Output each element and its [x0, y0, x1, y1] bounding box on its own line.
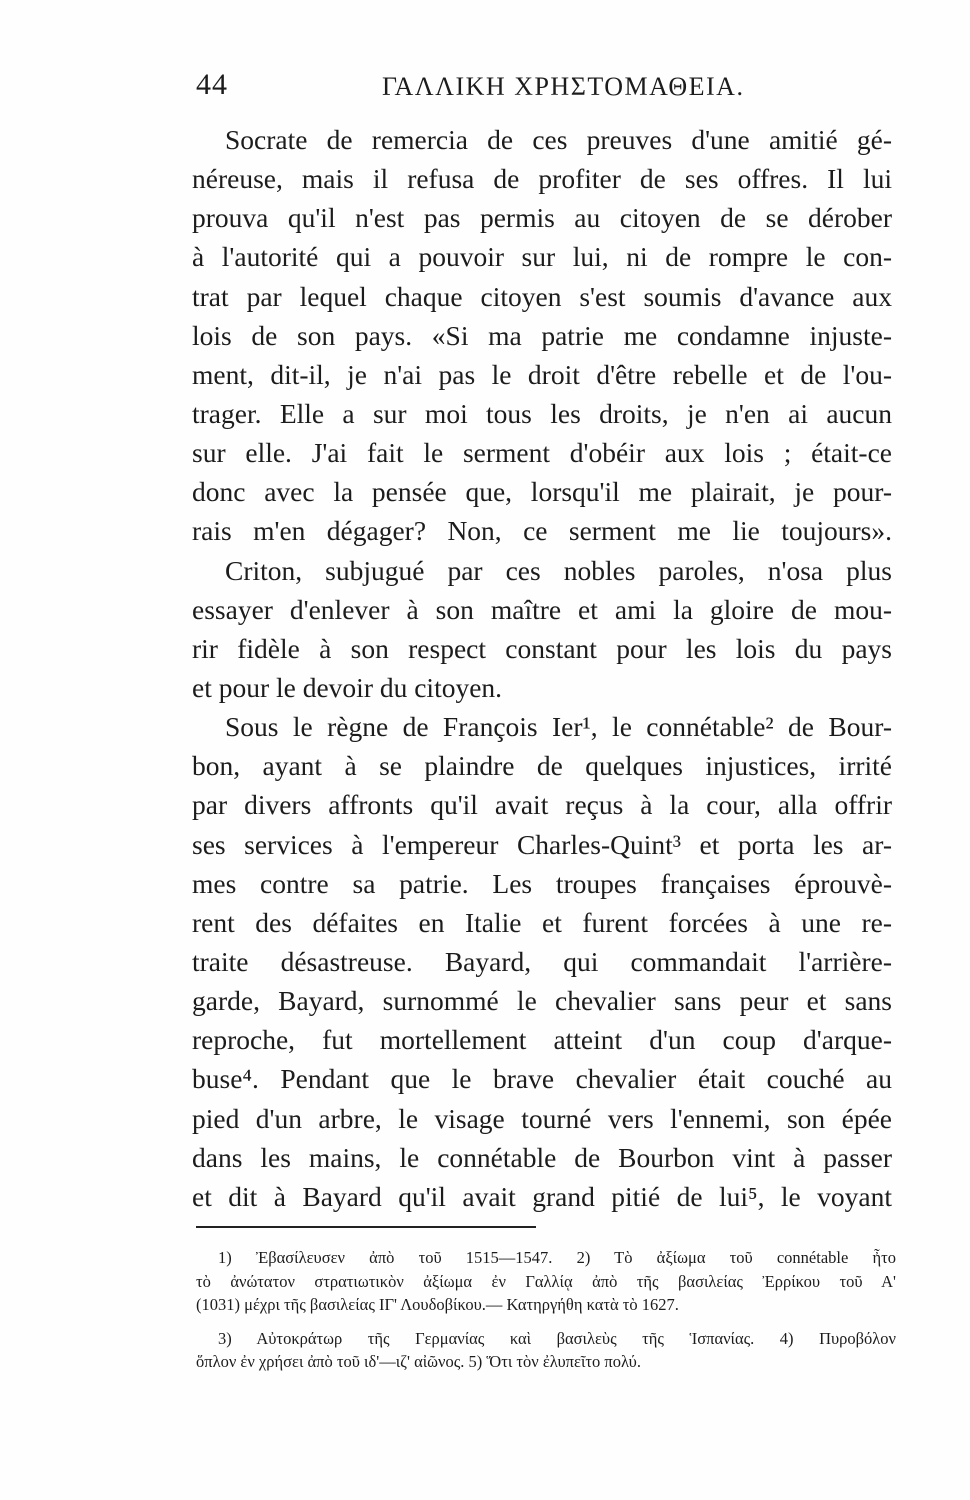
text-line: essayer d'enlever à son maître et ami la gloire de mou-	[192, 593, 892, 625]
text-line: lois de son pays. «Si ma patrie me condamne injuste-	[192, 319, 892, 351]
footnote-rule	[196, 1226, 536, 1228]
text-line: Criton, subjugué par ces nobles paroles, n'osa plus	[225, 554, 892, 586]
footnote-line: 1) Ἐβασίλευσεν ἀπὸ τοῦ 1515—1547. 2) Τὸ ἀξίωμα τοῦ connétable ἦτο	[218, 1248, 896, 1267]
text-line: à l'autorité qui a pouvoir sur lui, ni de rompre le con-	[192, 241, 892, 273]
page-header	[196, 68, 896, 108]
text-line: et dit à Bayard qu'il avait grand pitié de lui⁵, le voyant	[192, 1180, 892, 1212]
text-line: dans les mains, le connétable de Bourbon vint à passer	[192, 1141, 892, 1173]
footnotes	[196, 1246, 896, 1374]
text-line: Socrate de remercia de ces preuves d'une amitié gé-	[225, 124, 892, 155]
text-line: prouva qu'il n'est pas permis au citoyen de se dérober	[192, 202, 892, 234]
text-line: ment, dit-il, je n'ai pas le droit d'être rebelle et de l'ou-	[192, 358, 892, 390]
text-line: bon, ayant à se plaindre de quelques injustices, irrité	[192, 750, 892, 782]
text-line: rir fidèle à son respect constant pour les lois du pays	[192, 632, 892, 664]
text-line: rais m'en dégager? Non, ce serment me lie toujours».	[192, 515, 892, 547]
running-title: ΓΑΛΛΙΚΗ ΧΡΗΣΤΟΜΑΘΕΙΑ.	[382, 72, 745, 101]
footnote-line: 3) Αὐτοκράτωρ τῆς Γερμανίας καὶ βασιλεὺς τῆς Ἱσπανίας. 4) Πυροβόλον	[218, 1328, 896, 1348]
page-number: 44	[196, 68, 228, 101]
text-line: et pour le devoir du citoyen.	[192, 671, 503, 703]
text-line: néreuse, mais il refusa de profiter de ses offres. Il lui	[192, 163, 892, 195]
text-line: donc avec la pensée que, lorsqu'il me plairait, je pour-	[192, 476, 892, 508]
text-line: mes contre sa patrie. Les troupes françaises éprouvè-	[192, 867, 892, 899]
text-line: sur elle. J'ai fait le serment d'obéir aux lois ; était-ce	[192, 437, 892, 469]
text-line: garde, Bayard, surnommé le chevalier sans peur et sans	[192, 985, 892, 1017]
text-line: traite désastreuse. Bayard, qui commandait l'arrière-	[192, 945, 892, 977]
footnote-line: τὸ ἀνώτατον στρατιωτικὸν ἀξίωμα ἐν Γαλλίᾳ ἀπὸ τῆς βασιλείας Ἐρρίκου τοῦ Α'	[196, 1271, 896, 1291]
text-line: trager. Elle a sur moi tous les droits, je n'en ai aucun	[192, 397, 892, 429]
footnote-line: ὅπλον ἐν χρήσει ἀπὸ τοῦ ιδ'—ιζ' αἰῶνος. 5) Ὅτι τὸν ἐλυπεῖτο πολύ.	[196, 1352, 641, 1372]
text-line: Sous le règne de François Ier¹, le connétable² de Bour-	[225, 711, 892, 743]
text-line: par divers affronts qu'il avait reçus à la cour, alla offrir	[192, 789, 892, 821]
text-line: pied d'un arbre, le visage tourné vers l'ennemi, son épée	[192, 1102, 892, 1134]
text-line: ses services à l'empereur Charles-Quint³ et porta les ar-	[192, 828, 892, 860]
text-line: buse⁴. Pendant que le brave chevalier était couché au	[192, 1063, 892, 1095]
body-text	[192, 120, 892, 1216]
text-line: rent des défaites en Italie et furent forcées à une re-	[192, 906, 892, 938]
text-line: trat par lequel chaque citoyen s'est soumis d'avance aux	[192, 280, 892, 312]
footnote-line: (1031) μέχρι τῆς βασιλείας ΙΓ' Λουδοβίκου.— Κατηργήθη κατὰ τὸ 1627.	[196, 1295, 679, 1315]
text-line: reproche, fut mortellement atteint d'un coup d'arque-	[192, 1024, 892, 1056]
footnote-gap	[196, 1317, 896, 1327]
